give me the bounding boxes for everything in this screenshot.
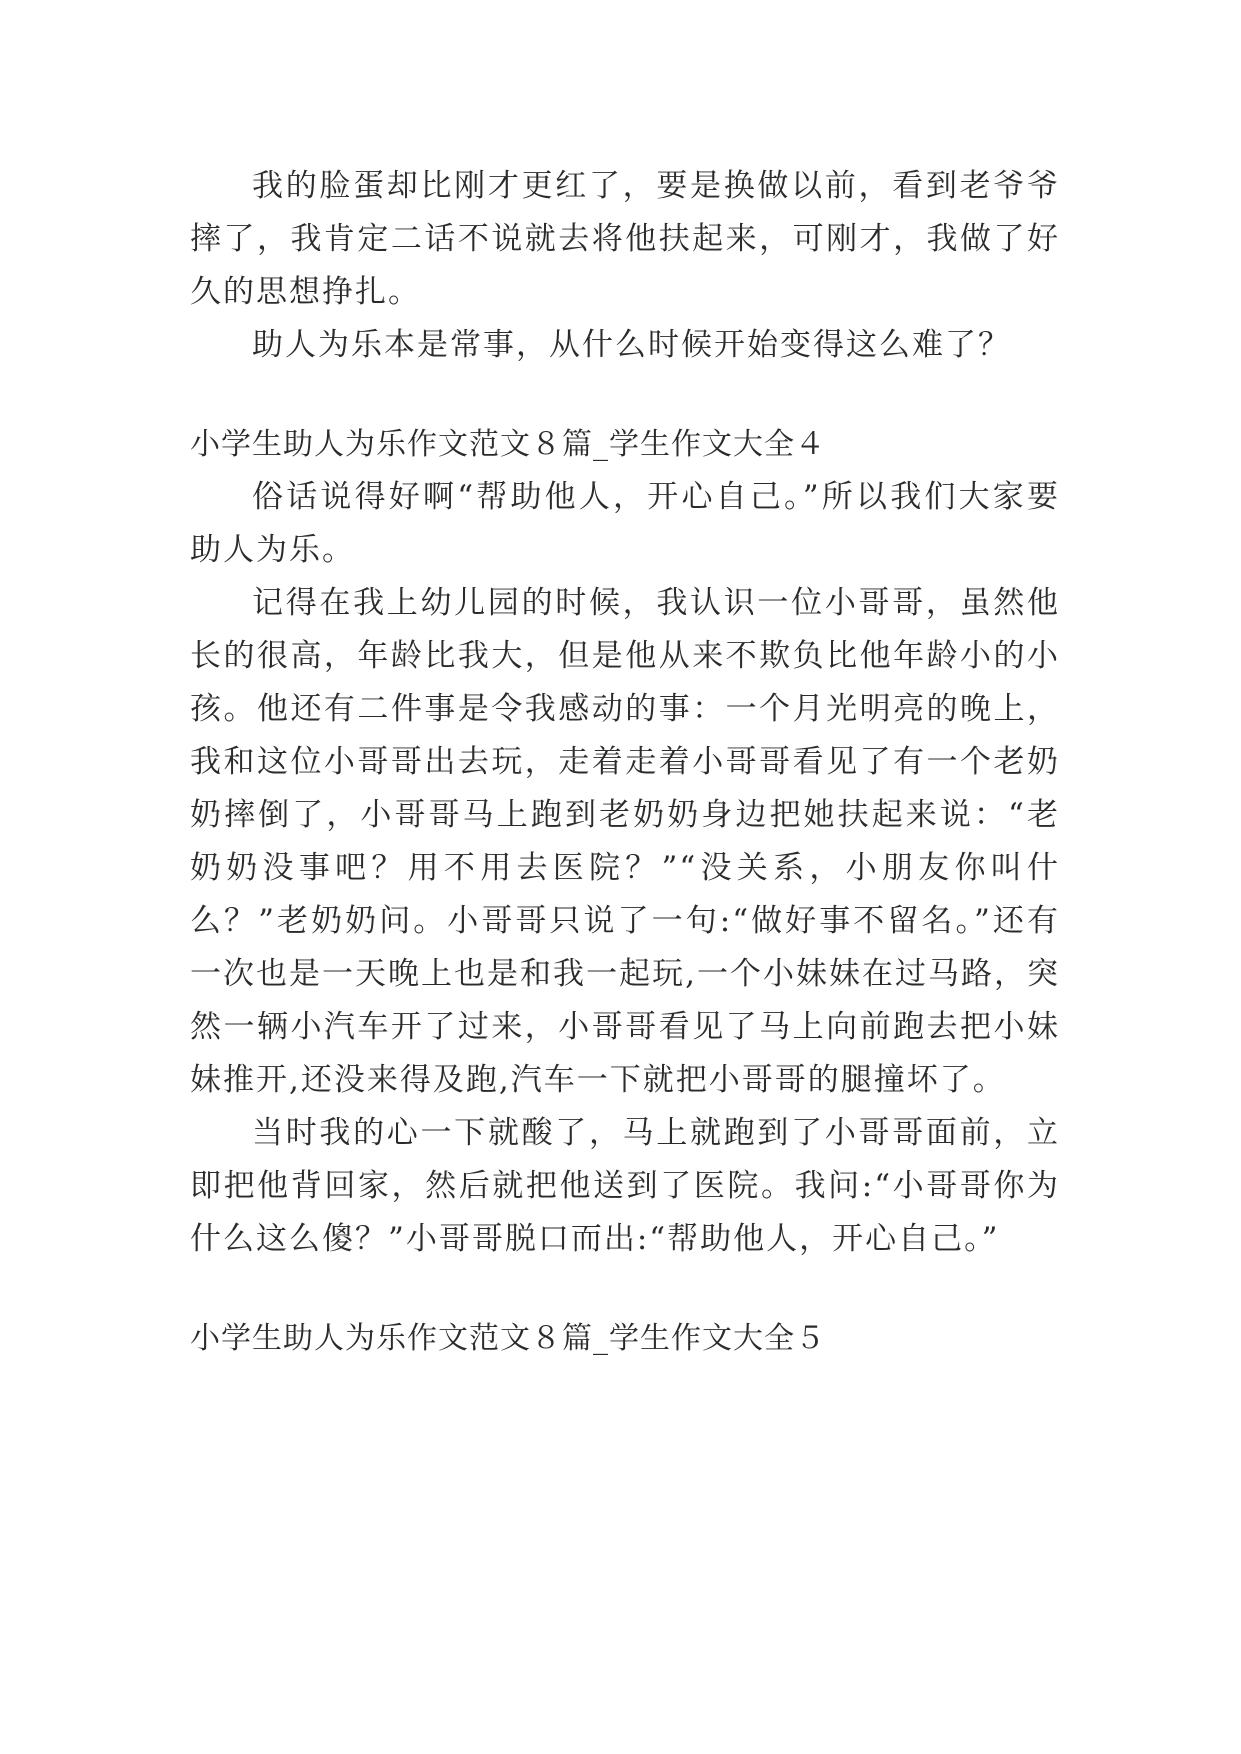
section-spacer bbox=[190, 1266, 1060, 1312]
section-spacer bbox=[190, 372, 1060, 418]
section-title: 小学生助人为乐作文范文８篇_学生作文大全５ bbox=[190, 1321, 826, 1356]
section-title: 小学生助人为乐作文范文８篇_学生作文大全４ bbox=[190, 427, 826, 462]
paragraph: 俗话说得好啊“帮助他人，开心自己。”所以我们大家要助人为乐。 bbox=[190, 479, 1060, 568]
paragraph: 助人为乐本是常事，从什么时候开始变得这么难了？ bbox=[252, 327, 1011, 363]
document-page bbox=[190, 160, 1060, 1365]
paragraph: 记得在我上幼儿园的时候，我认识一位小哥哥，虽然他长的很高，年龄比我大，但是他从来不欺负比他年龄小的小孩。他还有二件事是令我感动的事：一个月光明亮的晚上，我和这位小哥哥出去玩，走着走着小哥哥看见了有一个老奶奶摔倒了，小哥哥马上跑到老奶奶身边把她扶起来说：“老奶奶没事吧？用不用去医院？”“没关系，小朋友你叫什么？”老奶奶问。小哥哥只说了一句:“做好事不留名。”还有一次也是一天晚上也是和我一起玩,一个小妹妹在过马路，突然一辆小汽车开了过来，小哥哥看见了马上向前跑去把小妹妹推开,还没来得及跑,汽车一下就把小哥哥的腿撞坏了。 bbox=[190, 585, 1060, 1098]
paragraph: 我的脸蛋却比刚才更红了，要是换做以前，看到老爷爷摔了，我肯定二话不说就去将他扶起来，可刚才，我做了好久的思想挣扎。 bbox=[190, 168, 1060, 310]
paragraph: 当时我的心一下就酸了，马上就跑到了小哥哥面前，立即把他背回家，然后就把他送到了医院。我问:“小哥哥你为什么这么傻？”小哥哥脱口而出:“帮助他人，开心自己。” bbox=[190, 1115, 1060, 1257]
